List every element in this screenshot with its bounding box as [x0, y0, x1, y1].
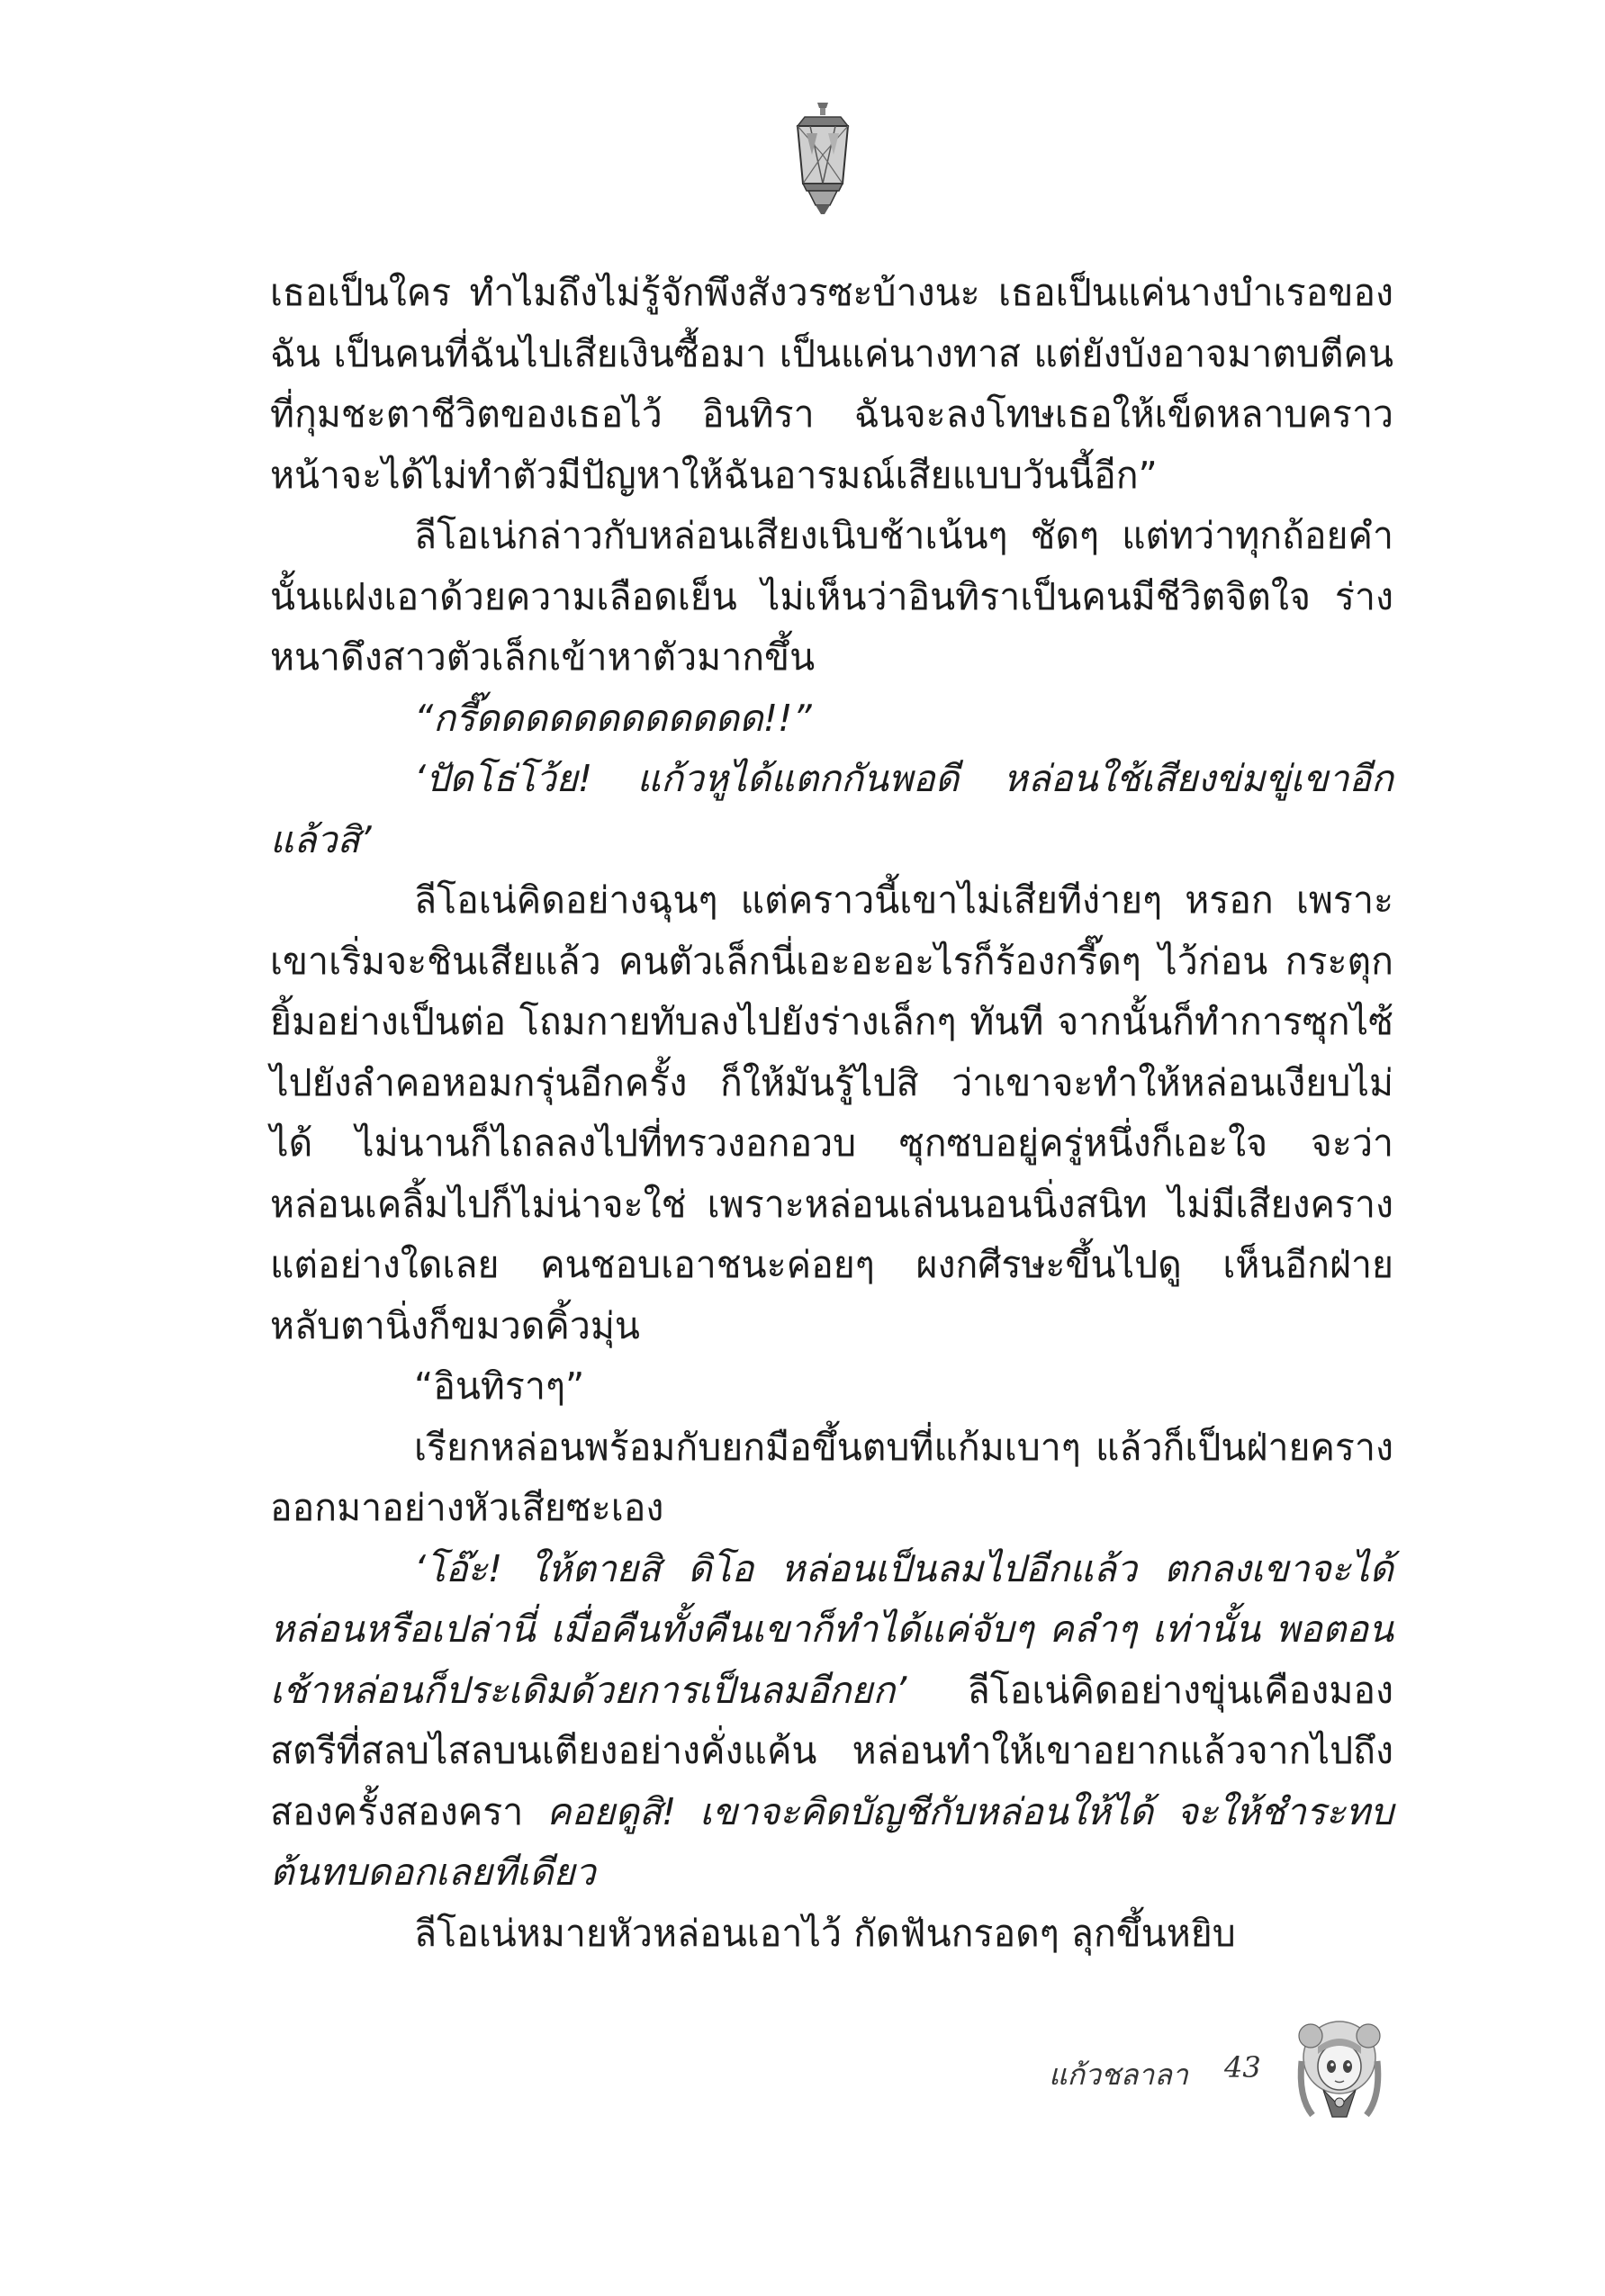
italic-text-run: ‘โอ๊ะ! ให้ตายสิ ดิโอ หล่อนเป็นลมไปอีกแล้ว ตกลงเขาจะได้หล่อนหรือเปล่านี่ เมื่อคืนทั้งคืนเขาก็ทำได้แค่จับๆ คลำๆ เท่านั้น พอตอนเช้าหล่อนก็ประเดิมด้วยการเป็นลมอีกยก’	[270, 1546, 1393, 1712]
paragraph	[270, 263, 1393, 506]
paragraph	[270, 1356, 1393, 1418]
paragraph	[270, 749, 1393, 870]
italic-text-run: ‘ปัดโธ่โว้ย! แก้วหูได้แตกกันพอดี หล่อนใช้เสียงข่มขู่เขาอีกแล้วสิ’	[270, 757, 1393, 861]
text-run: ลีโอเน่คิดอย่างฉุนๆ แต่คราวนี้เขาไม่เสียทีง่ายๆ หรอก เพราะเขาเริ่มจะชินเสียแล้ว คนตัวเล็กนี่เอะอะอะไรก็ร้องกรี๊ดๆ ไว้ก่อน กระตุกยิ้มอย่างเป็นต่อ โถมกายทับลงไปยังร่างเล็กๆ ทันที จากนั้นก็ทำการซุกไซ้ไปยังลำคอหอมกรุ่นอีกครั้ง ก็ให้มันรู้ไปสิ ว่าเขาจะทำให้หล่อนเงียบไม่ได้ ไม่นานก็ไถลลงไปที่ทรวงอกอวบ ซุกซบอยู่ครู่หนึ่งก็เอะใจ จะว่าหล่อนเคลิ้มไปก็ไม่น่าจะใช่ เพราะหล่อนเล่นนอนนิ่งสนิท ไม่มีเสียงครางแต่อย่างใดเลย คนชอบเอาชนะค่อยๆ ผงกศีรษะขึ้นไปดู เห็นอีกฝ่ายหลับตานิ่งก็ขมวดคิ้วมุ่น	[270, 878, 1393, 1347]
text-run: ลีโอเน่กล่าวกับหล่อนเสียงเนิบช้าเน้นๆ ชัดๆ แต่ทว่าทุกถ้อยคำนั้นแฝงเอาด้วยความเลือดเย็น ไม่เห็นว่าอินทิราเป็นคนมีชีวิตจิตใจ ร่างหนาดึงสาวตัวเล็กเข้าหาตัวมากขึ้น	[270, 514, 1393, 679]
body-text	[270, 263, 1393, 1964]
paragraph	[270, 1539, 1393, 1904]
text-run: ลีโอเน่คิดอย่างขุ่นเคืองมองสตรีที่สลบไสลบนเตียงอย่างคั่งแค้น หล่อนทำให้เขาอยากแล้วจากไปถึงสองครั้งสองครา	[270, 1668, 1393, 1833]
paragraph	[270, 506, 1393, 689]
paragraph	[270, 1904, 1393, 1965]
italic-text-run: คอยดูสิ! เขาจะคิดบัญชีกับหล่อนให้ได้ จะให้ชำระทบต้นทบดอกเลยทีเดียว	[270, 1789, 1393, 1894]
text-run: เธอเป็นใคร ทำไมถึงไม่รู้จักพึงสังวรซะบ้างนะ เธอเป็นแค่นางบำเรอของฉัน เป็นคนที่ฉันไปเสียเงินซื้อมา เป็นแค่นางทาส แต่ยังบังอาจมาตบตีคนที่กุมชะตาชีวิตของเธอไว้ อินทิรา ฉันจะลงโทษเธอให้เข็ดหลาบคราวหน้าจะได้ไม่ทำตัวมีปัญหาให้ฉันอารมณ์เสียแบบวันนี้อีก”	[270, 271, 1393, 497]
paragraph	[270, 1418, 1393, 1539]
lantern-icon	[790, 101, 855, 216]
paragraph	[270, 689, 1393, 750]
text-run: เรียกหล่อนพร้อมกับยกมือขึ้นตบที่แก้มเบาๆ แล้วก็เป็นฝ่ายครางออกมาอย่างหัวเสียซะเอง	[270, 1425, 1393, 1529]
italic-text-run: “กรี๊ดดดดดดดดดดดด!!”	[414, 696, 812, 740]
paragraph	[270, 870, 1393, 1356]
character-portrait-icon	[1293, 2016, 1386, 2122]
book-title: แก้วชลาลา	[1049, 2057, 1188, 2092]
text-run: ลีโอเน่หมายหัวหล่อนเอาไว้ กัดฟันกรอดๆ ลุกขึ้นหยิบ	[414, 1911, 1236, 1955]
text-run: “อินทิราๆ”	[414, 1364, 585, 1408]
page-number: 43	[1224, 2050, 1261, 2084]
